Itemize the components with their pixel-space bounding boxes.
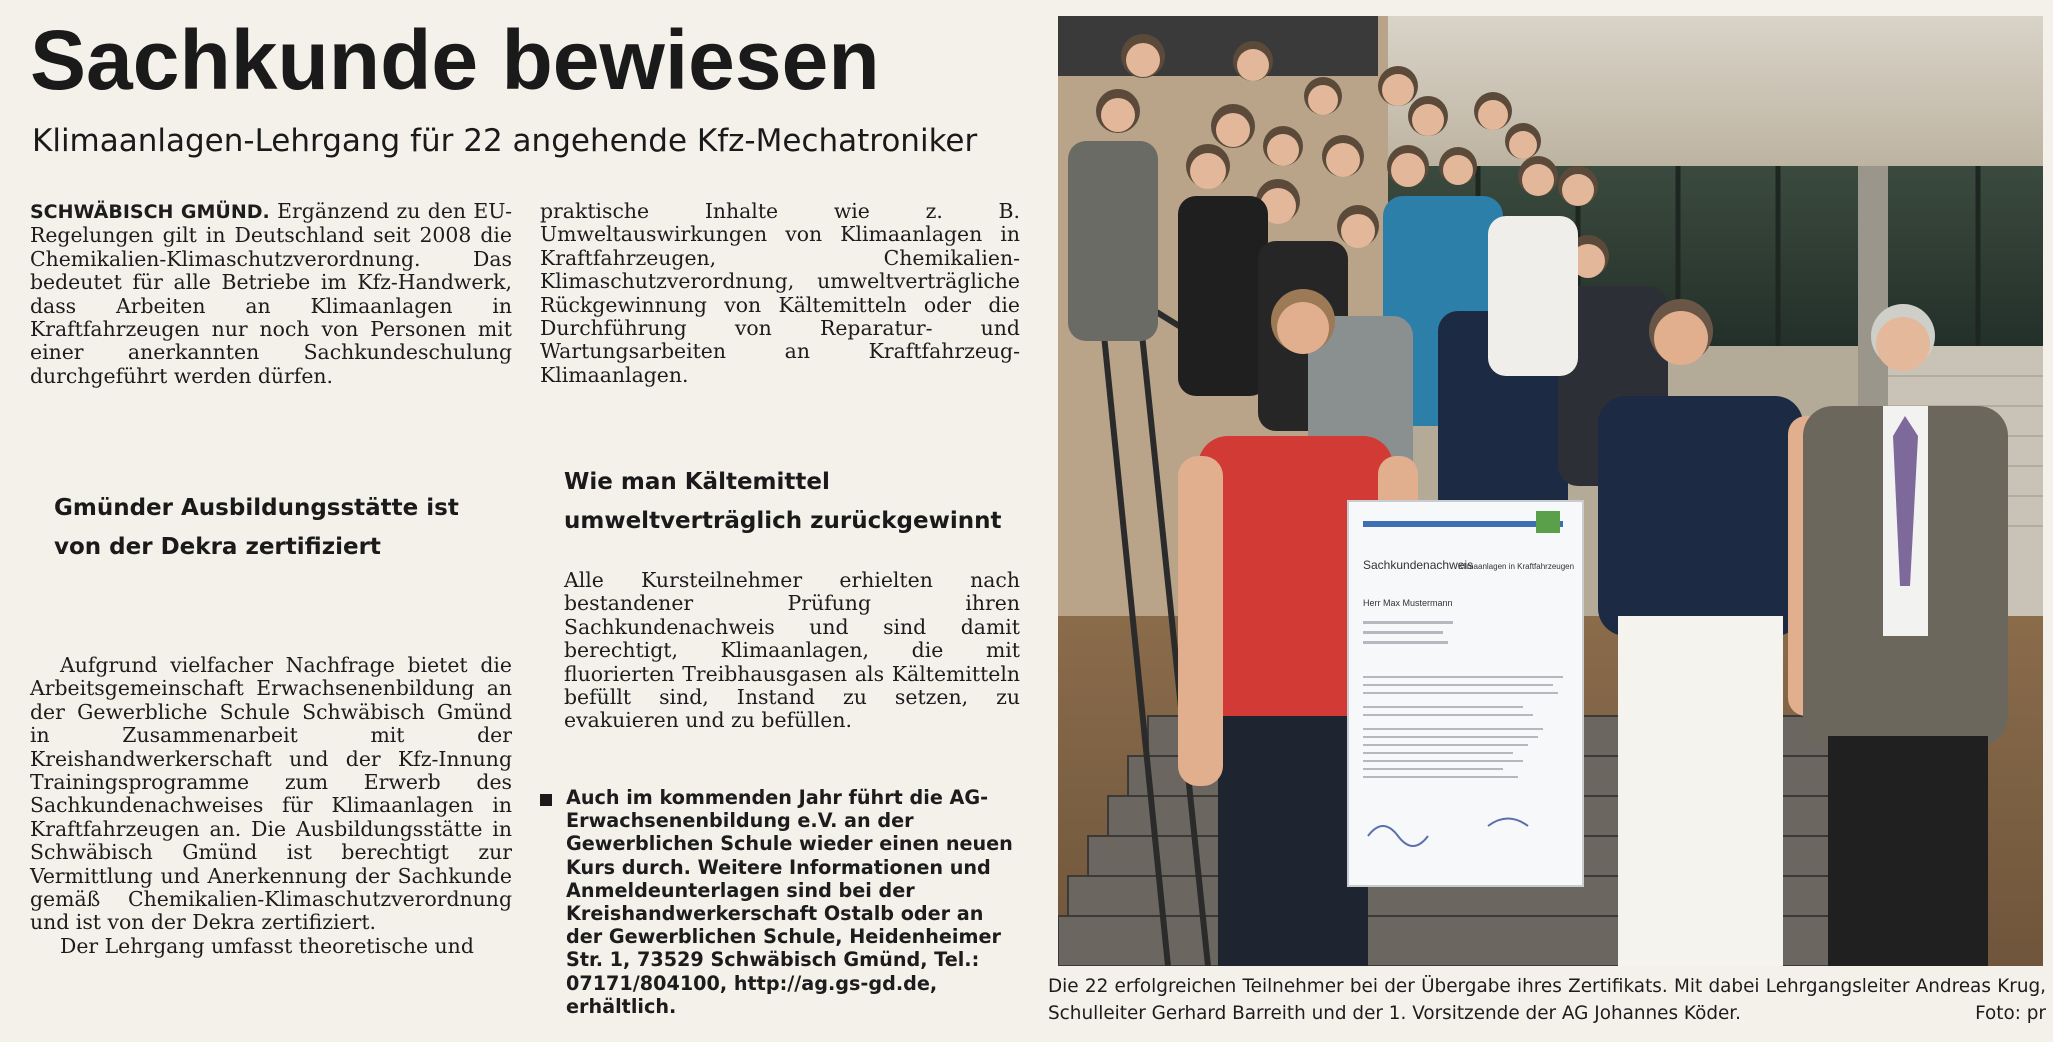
- section-2-text: Alle Kursteilnehmer erhielten nach bestandener Prüfung ihren Sachkundenachweis und sind damit berechtigt, Klimaanlagen, die mit fluorierten Treibhausgasen als Kältemitteln befüllt sind, Instand zu setzen, zu evakuieren und zu befüllen.: [564, 568, 1020, 733]
- dateline: SCHWÄBISCH GMÜND.: [30, 201, 270, 223]
- column-2-top-text: praktische Inhalte wie z. B. Umweltauswirkungen von Klimaanlagen in Kraftfahrzeugen, Chemikalien-Klimaschutzverordnung, umweltverträgliche Rückgewinnung von Kältemitteln oder die Durchführung von Reparatur- und Wartungsarbeiten an Kraftfahrzeug-Klimaanlagen.: [540, 199, 1020, 387]
- photo-credit: Foto: pr: [1975, 1003, 2046, 1024]
- certificate-title: Sachkundenachweis: [1363, 558, 1474, 572]
- certificate-name: Herr Max Mustermann: [1363, 598, 1453, 608]
- intro-paragraph: [30, 200, 512, 388]
- certificate-subtitle: Klimaanlagen in Kraftfahrzeugen: [1458, 562, 1575, 571]
- caption-text: Die 22 erfolgreichen Teilnehmer bei der Übergabe ihres Zertifikats. Mit dabei Lehrgangsleiter Andreas Krug, Schulleiter Gerhard Barreith und der 1. Vorsitzende der AG Johannes Köder.: [1048, 976, 2046, 1024]
- certificate: [1348, 501, 1583, 886]
- section-1-text-continued: Der Lehrgang umfasst theoretische und: [60, 933, 474, 958]
- photo-caption: [1048, 973, 2046, 1027]
- section-1-body: [30, 654, 512, 958]
- column-1-intro: [30, 200, 512, 388]
- section-1-heading: Gmünder Ausbildungsstätte ist von der Dekra zertifiziert: [54, 495, 459, 560]
- intro-text: Ergänzend zu den EU-Regelungen gilt in Deutschland seit 2008 die Chemikalien-Klimaschutzverordnung. Das bedeutet für alle Betriebe im Kfz-Handwerk, dass Arbeiten an Klimaanlagen in Kraftfahrzeugen nur noch von Personen mit einer anerkannten Sachkundeschulung durchgeführt werden dürfen.: [30, 199, 512, 388]
- article-subheadline: Klimaanlagen-Lehrgang für 22 angehende Kfz-Mechatroniker: [32, 123, 978, 159]
- square-bullet-icon: [540, 794, 552, 806]
- section-2-body: [564, 569, 1020, 733]
- column-2-top: [540, 200, 1020, 387]
- group-photo: [1058, 16, 2043, 966]
- section-2-heading: Wie man Kältemittel umweltverträglich zurückgewinnt: [564, 469, 1002, 534]
- section-1-text: Aufgrund vielfacher Nachfrage bietet die Arbeitsgemeinschaft Erwachsenenbildung an der Gewerbliche Schule Schwäbisch Gmünd in Zusammenarbeit mit der Kreishandwerkerschaft und der Kfz-Innung Trainingsprogramme zum Erwerb des Sachkundenachweises für Klimaanlagen in Kraftfahrzeugen an. Die Ausbildungsstätte in Schwäbisch Gmünd ist berechtigt zur Vermittlung und Anerkennung der Sachkunde gemäß Chemikalien-Klimaschutzverordnung und ist von der Dekra zertifiziert.: [30, 653, 512, 935]
- info-box: [540, 786, 1020, 1018]
- article-headline: Sachkunde bewiesen: [30, 13, 880, 107]
- info-box-text: Auch im kommenden Jahr führt die AG-Erwachsenenbildung e.V. an der Gewerblichen Schule wieder einen neuen Kurs durch. Weitere Informationen und Anmeldeunterlagen sind bei der Kreishandwerkerschaft Ostalb oder an der Gewerblichen Schule, Heidenheimer Str. 1, 73529 Schwäbisch Gmünd, Tel.: 07171/804100, http://ag.gs-gd.de, erhältlich.: [566, 786, 1013, 1018]
